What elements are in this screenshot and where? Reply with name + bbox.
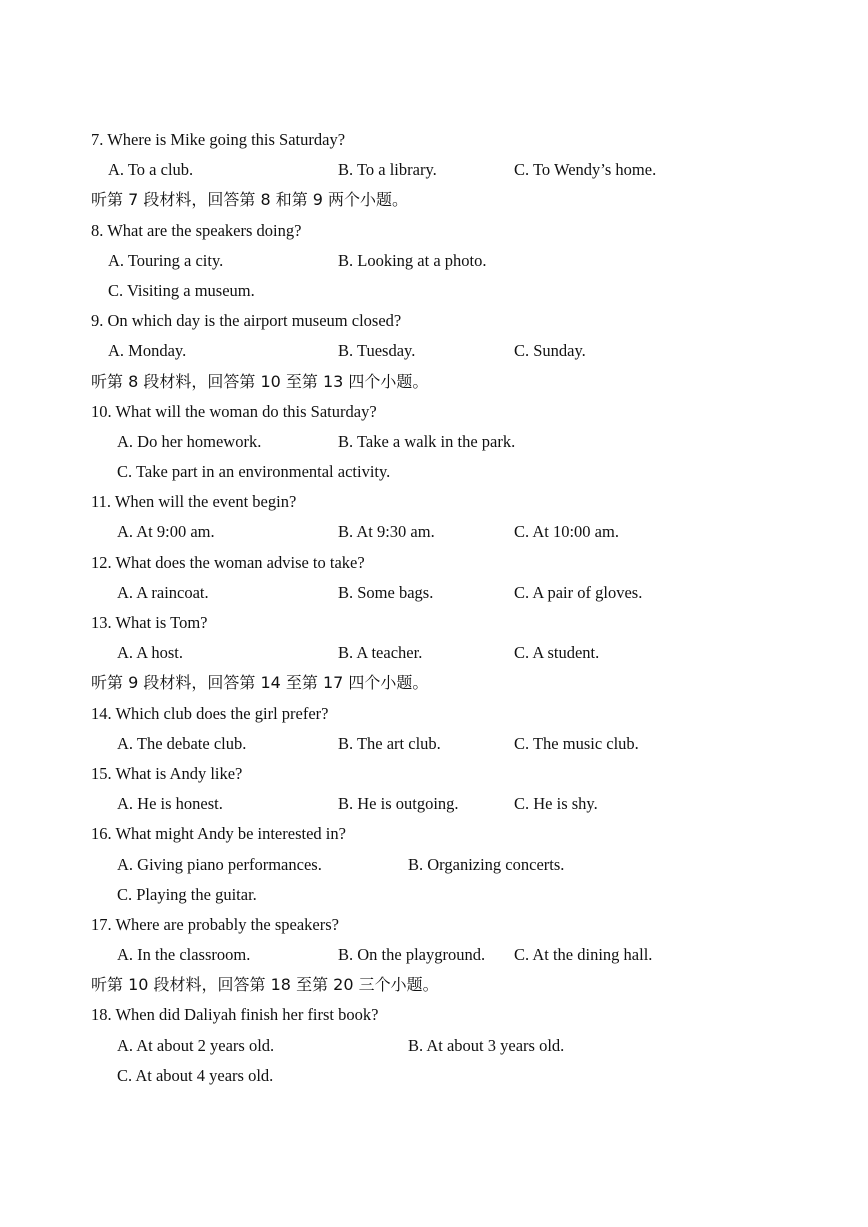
option-b: B. Tuesday. — [338, 341, 416, 361]
question-13: 13. What is Tom? — [91, 613, 208, 632]
question-7: 7. Where is Mike going this Saturday? — [91, 130, 346, 149]
question-stem — [91, 759, 811, 789]
option-c: C. At the dining hall. — [514, 945, 653, 965]
option-c: C. A pair of gloves. — [514, 582, 643, 602]
question-stem — [91, 699, 811, 729]
section-instruction: 听第 10 段材料，回答第 18 至第 20 三个小题。 — [91, 975, 439, 995]
option-a: A. At 9:00 am. — [117, 522, 215, 542]
option-a: A. A raincoat. — [117, 582, 209, 602]
option-b: B. He is outgoing. — [338, 794, 459, 814]
question-11: 11. When will the event begin? — [91, 492, 297, 512]
question-8: 8. What are the speakers doing? — [91, 220, 302, 240]
option-a: A. Monday. — [108, 341, 187, 361]
option-a: A. Giving piano performances. — [117, 854, 322, 874]
option-b: B. On the playground. — [338, 945, 486, 965]
option-c: C. To Wendy’s home. — [514, 160, 657, 180]
options-row — [91, 246, 811, 276]
question-stem — [91, 608, 811, 638]
section-instruction: 听第 9 段材料，回答第 14 至第 17 四个小题。 — [91, 673, 429, 693]
question-18: 18. When did Daliyah finish her first book? — [91, 1005, 379, 1025]
option-b: B. Take a walk in the park. — [338, 431, 516, 451]
option-a: A. He is honest. — [117, 794, 223, 814]
options-row — [91, 940, 811, 970]
option-c: C. Playing the guitar. — [117, 884, 257, 904]
options-row — [91, 729, 811, 759]
listening-questions — [91, 125, 811, 1091]
option-c: C. Take part in an environmental activity. — [117, 462, 391, 482]
option-b: B. Some bags. — [338, 582, 434, 602]
option-b: B. Organizing concerts. — [408, 854, 565, 874]
options-row — [91, 457, 811, 487]
question-stem — [91, 125, 811, 155]
option-b: B. The art club. — [338, 733, 441, 753]
option-a: A. Touring a city. — [108, 250, 224, 270]
question-stem — [91, 1000, 811, 1030]
question-9: 9. On which day is the airport museum closed? — [91, 311, 402, 331]
options-row — [91, 1061, 811, 1091]
options-row — [91, 276, 811, 306]
options-row — [91, 789, 811, 819]
option-a: A. A host. — [117, 643, 184, 663]
question-stem — [91, 487, 811, 517]
option-a: A. At about 2 years old. — [117, 1035, 275, 1055]
question-stem — [91, 397, 811, 427]
options-row — [91, 578, 811, 608]
option-b: B. At about 3 years old. — [408, 1035, 565, 1055]
question-stem — [91, 548, 811, 578]
option-a: A. In the classroom. — [117, 945, 251, 965]
options-row — [91, 638, 811, 668]
question-12: 12. What does the woman advise to take? — [91, 552, 365, 572]
option-b: B. A teacher. — [338, 643, 423, 663]
option-a: A. Do her homework. — [117, 431, 262, 451]
question-10: 10. What will the woman do this Saturday? — [91, 401, 377, 421]
question-stem — [91, 910, 811, 940]
option-c: C. At 10:00 am. — [514, 522, 619, 542]
option-c: C. At about 4 years old. — [117, 1065, 274, 1085]
options-row — [91, 1031, 811, 1061]
option-b: B. To a library. — [338, 160, 437, 180]
option-c: C. Visiting a museum. — [108, 280, 255, 300]
question-15: 15. What is Andy like? — [91, 763, 243, 783]
option-c: C. Sunday. — [514, 341, 586, 361]
option-c: C. The music club. — [514, 733, 639, 753]
options-row — [91, 336, 811, 366]
options-row — [91, 517, 811, 547]
question-17: 17. Where are probably the speakers? — [91, 914, 339, 934]
section-instruction: 听第 8 段材料，回答第 10 至第 13 四个小题。 — [91, 371, 429, 391]
option-a: A. The debate club. — [117, 733, 247, 753]
question-stem — [91, 216, 811, 246]
options-row — [91, 850, 811, 880]
question-stem — [91, 306, 811, 336]
question-stem — [91, 819, 811, 849]
option-b: B. At 9:30 am. — [338, 522, 435, 542]
question-16: 16. What might Andy be interested in? — [91, 824, 346, 844]
options-row — [91, 880, 811, 910]
question-14: 14. Which club does the girl prefer? — [91, 703, 329, 723]
option-c: C. He is shy. — [514, 794, 598, 814]
option-b: B. Looking at a photo. — [338, 250, 487, 270]
options-row — [91, 155, 811, 185]
option-c: C. A student. — [514, 643, 600, 663]
options-row — [91, 427, 811, 457]
option-a: A. To a club. — [108, 160, 194, 180]
section-instruction: 听第 7 段材料，回答第 8 和第 9 两个小题。 — [91, 190, 409, 210]
